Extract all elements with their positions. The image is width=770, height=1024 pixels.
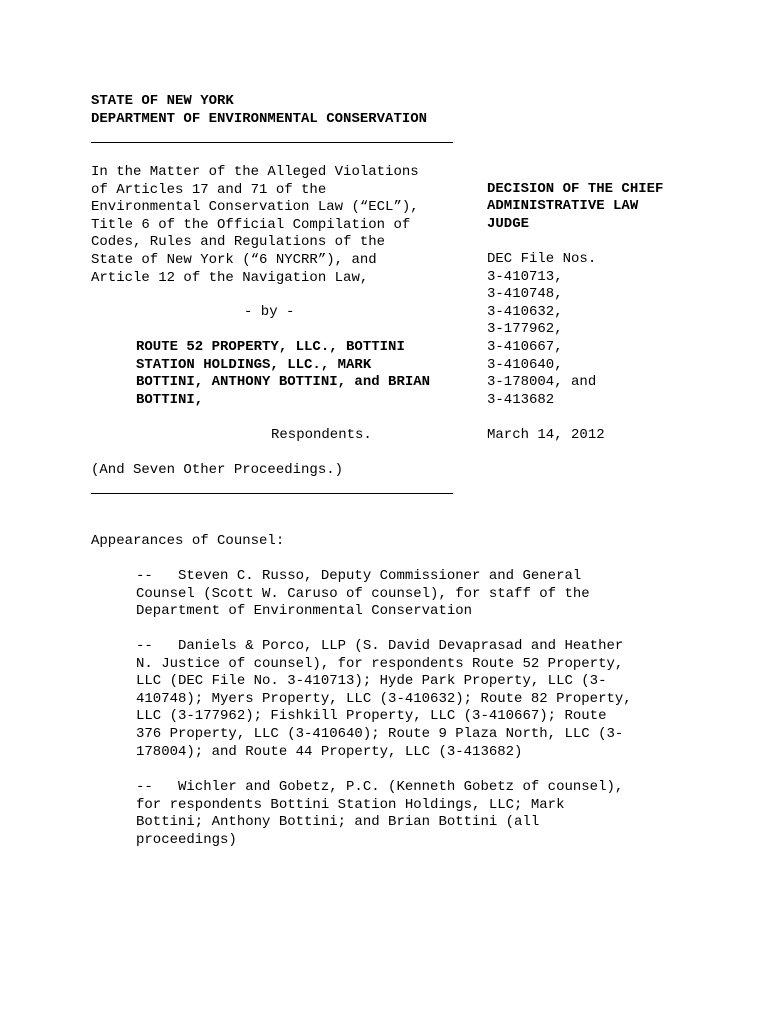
matter-line: In the Matter of the Alleged Violations [91, 164, 419, 180]
counsel-line: N. Justice of counsel), for respondents Route 52 Property, [136, 655, 624, 672]
counsel-line: LLC (DEC File No. 3-410713); Hyde Park Property, LLC (3- [136, 673, 607, 690]
decision-date: March 14, 2012 [487, 427, 605, 443]
file-number: 3-410667, [487, 339, 563, 355]
respondent-line: BOTTINI, [136, 392, 204, 408]
caption-bottom-rule [91, 493, 453, 494]
caption-matter [91, 164, 461, 287]
counsel-paragraph-staff [136, 568, 696, 621]
caption-top-rule [91, 142, 453, 143]
file-number: 3-410748, [487, 286, 563, 302]
decision-title-line: DECISION OF THE CHIEF [487, 181, 664, 197]
counsel-line: Department of Environmental Conservation [136, 603, 473, 620]
matter-line: State of New York (“6 NYCRR”), and [91, 251, 377, 268]
matter-line: of Articles 17 and 71 of the [91, 181, 327, 198]
appearances-heading: Appearances of Counsel: [91, 533, 285, 549]
counsel-line: -- Daniels & Porco, LLP (S. David Devaprasad and Heather [136, 638, 624, 654]
file-number: 3-410640, [487, 357, 563, 373]
respondent-line: STATION HOLDINGS, LLC., MARK [136, 357, 372, 373]
counsel-line: Counsel (Scott W. Caruso of counsel), for staff of the [136, 585, 590, 602]
counsel-paragraph-daniels-porco [136, 638, 696, 761]
file-number: 3-178004, and [487, 374, 597, 390]
file-number: 3-177962, [487, 321, 563, 337]
counsel-line: -- Wichler and Gobetz, P.C. (Kenneth Gobetz of counsel), [136, 779, 624, 795]
respondent-line: ROUTE 52 PROPERTY, LLC., BOTTINI [136, 339, 405, 355]
counsel-line: 410748); Myers Property, LLC (3-410632); Route 82 Property, [136, 690, 632, 707]
counsel-line: 178004); and Route 44 Property, LLC (3-413682) [136, 743, 523, 760]
counsel-line: LLC (3-177962); Fishkill Property, LLC (3-410667); Route [136, 708, 607, 725]
respondent-line: BOTTINI, ANTHONY BOTTINI, and BRIAN [136, 374, 431, 390]
matter-line: Environmental Conservation Law (“ECL”), [91, 199, 419, 216]
other-proceedings: (And Seven Other Proceedings.) [91, 462, 344, 478]
counsel-line: -- Steven C. Russo, Deputy Commissioner and General [136, 568, 582, 584]
agency-department: DEPARTMENT OF ENVIRONMENTAL CONSERVATION [91, 111, 428, 127]
matter-line: Codes, Rules and Regulations of the [91, 234, 386, 251]
counsel-line: for respondents Bottini Station Holdings, LLC; Mark [136, 796, 565, 813]
respondents-label: Respondents. [271, 427, 372, 443]
counsel-line: 376 Property, LLC (3-410640); Route 9 Plaza North, LLC (3- [136, 725, 624, 742]
counsel-line: Bottini; Anthony Bottini; and Brian Bottini (all [136, 814, 540, 831]
decision-title-line: ADMINISTRATIVE LAW [487, 198, 639, 214]
counsel-line: proceedings) [136, 831, 237, 848]
matter-line: Title 6 of the Official Compilation of [91, 216, 411, 233]
file-number: 3-413682 [487, 392, 555, 408]
file-number: 3-410632, [487, 304, 563, 320]
counsel-paragraph-wichler-gobetz [136, 779, 696, 849]
file-numbers-label: DEC File Nos. [487, 251, 597, 267]
matter-line: Article 12 of the Navigation Law, [91, 269, 369, 286]
file-number: 3-410713, [487, 269, 563, 285]
decision-title-line: JUDGE [487, 216, 530, 232]
caption-by: - by - [244, 304, 295, 320]
agency-state: STATE OF NEW YORK [91, 93, 234, 109]
